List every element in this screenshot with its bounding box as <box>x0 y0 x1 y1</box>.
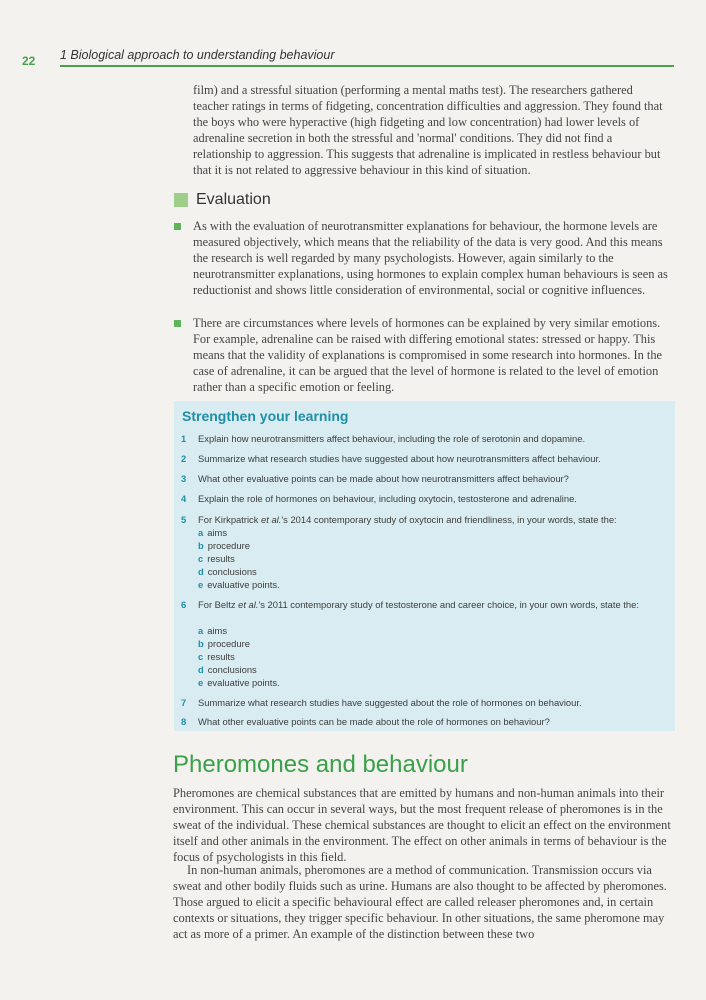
question-5-sub-d: d conclusions <box>198 566 257 577</box>
question-number: 8 <box>181 716 187 727</box>
strengthen-title: Strengthen your learning <box>182 408 349 424</box>
question-number: 7 <box>181 697 187 708</box>
question-number: 5 <box>181 514 187 525</box>
chapter-title: 1 Biological approach to understanding behaviour <box>60 48 335 62</box>
question-text: Explain the role of hormones on behaviour, including oxytocin, testosterone and adrenaline. <box>198 493 577 504</box>
question-text: Explain how neurotransmitters affect behaviour, including the role of serotonin and dopamine. <box>198 433 586 444</box>
body-paragraph: In non-human animals, pheromones are a method of communication. Transmission occurs via sweat and other bodily fluids such as urine. Humans are also thought to be affected by pheromones. Those argued to elicit a specific behavioural effect are called releaser pheromones and, in certain contexts or situations, they trigger specific behaviour. In other situations, the same pheromone may act as more of a primer. An example of the distinction between these two <box>173 863 667 941</box>
question-5-sub-e: e evaluative points. <box>198 579 280 590</box>
question-1 <box>181 433 661 446</box>
question-number: 3 <box>181 473 187 484</box>
question-text: Summarize what research studies have suggested about the role of hormones on behaviour. <box>198 697 582 708</box>
question-5-sub-b: b procedure <box>198 540 250 551</box>
evaluation-bullet-1: As with the evaluation of neurotransmitter explanations for behaviour, the hormone levels are measured objectively, which means that the reliability of the data is very good. And this means the research is well regarded by many psychologists. However, again similarly to the neurotransmitter explanations, using hormones to explain complex human behaviours is seen as reductionist and shows little consideration of environmental, social or cognitive influences. <box>193 219 668 297</box>
bullet-icon <box>174 223 181 230</box>
running-header <box>22 48 674 68</box>
bullet-icon <box>174 320 181 327</box>
question-text: Summarize what research studies have suggested about how neurotransmitters affect behaviour. <box>198 453 601 464</box>
question-8 <box>181 716 661 729</box>
question-4 <box>181 493 661 506</box>
question-6-sub-c: c results <box>198 651 235 662</box>
question-6-sub-a: a aims <box>198 625 228 636</box>
strengthen-learning-box <box>174 401 675 731</box>
question-5-sub-a: a aims <box>198 527 228 538</box>
question-5-sub-c: c results <box>198 553 235 564</box>
question-3 <box>181 473 661 486</box>
intro-paragraph: film) and a stressful situation (performing a mental maths test). The researchers gathered teacher ratings in terms of fidgeting, concentration difficulties and aggression. They found that the boys who were hyperactive (high fidgeting and low concentration) had lower levels of adrenaline secretion in both the stressful and 'normal' conditions. They did not find a relationship to aggression. This suggests that adrenaline is implicated in restless behaviour but that it is not related to aggressive behaviour in this kind of situation. <box>193 83 663 177</box>
question-6-sub-b: b procedure <box>198 638 250 649</box>
evaluation-bullet-2: There are circumstances where levels of hormones can be explained by very similar emotions. For example, adrenaline can be raised with differing emotional states: stressed or happy. This means that the validity of explanations is compromised in some research into hormones. In the case of adrenaline, it can be argued that the level of hormone is related to the level of emotion rather than a specific emotion or feeling. <box>193 316 663 394</box>
question-6 <box>181 599 651 612</box>
evaluation-title: Evaluation <box>196 191 271 208</box>
question-number: 1 <box>181 433 187 444</box>
question-2 <box>181 453 661 466</box>
header-rule <box>60 65 674 67</box>
heading-square-icon <box>174 193 188 207</box>
page-number: 22 <box>22 54 36 68</box>
question-6-sub-d: d conclusions <box>198 664 257 675</box>
section-title: Pheromones and behaviour <box>173 751 468 778</box>
question-6-sub-e: e evaluative points. <box>198 677 280 688</box>
question-text: What other evaluative points can be made about how neurotransmitters affect behaviour? <box>198 473 569 484</box>
question-5 <box>181 514 661 527</box>
question-text: For Kirkpatrick et al.'s 2014 contemporary study of oxytocin and friendliness, in your words, state the: <box>198 514 617 525</box>
question-text: For Beltz et al.'s 2011 contemporary study of testosterone and career choice, in your own words, state the: <box>198 599 639 610</box>
question-number: 2 <box>181 453 187 464</box>
question-7 <box>181 697 661 710</box>
question-text: What other evaluative points can be made about the role of hormones on behaviour? <box>198 716 550 727</box>
question-number: 6 <box>181 599 187 610</box>
question-number: 4 <box>181 493 187 504</box>
body-paragraph: Pheromones are chemical substances that are emitted by humans and non-human animals into their environment. This can occur in several ways, but the most frequent release of pheromones is in the sweat of the individual. These chemical substances are thought to elicit an effect on the environment itself and other animals in the environment. The effect on other animals in terms of behaviour is the focus of psychologists in this field. <box>173 786 671 864</box>
